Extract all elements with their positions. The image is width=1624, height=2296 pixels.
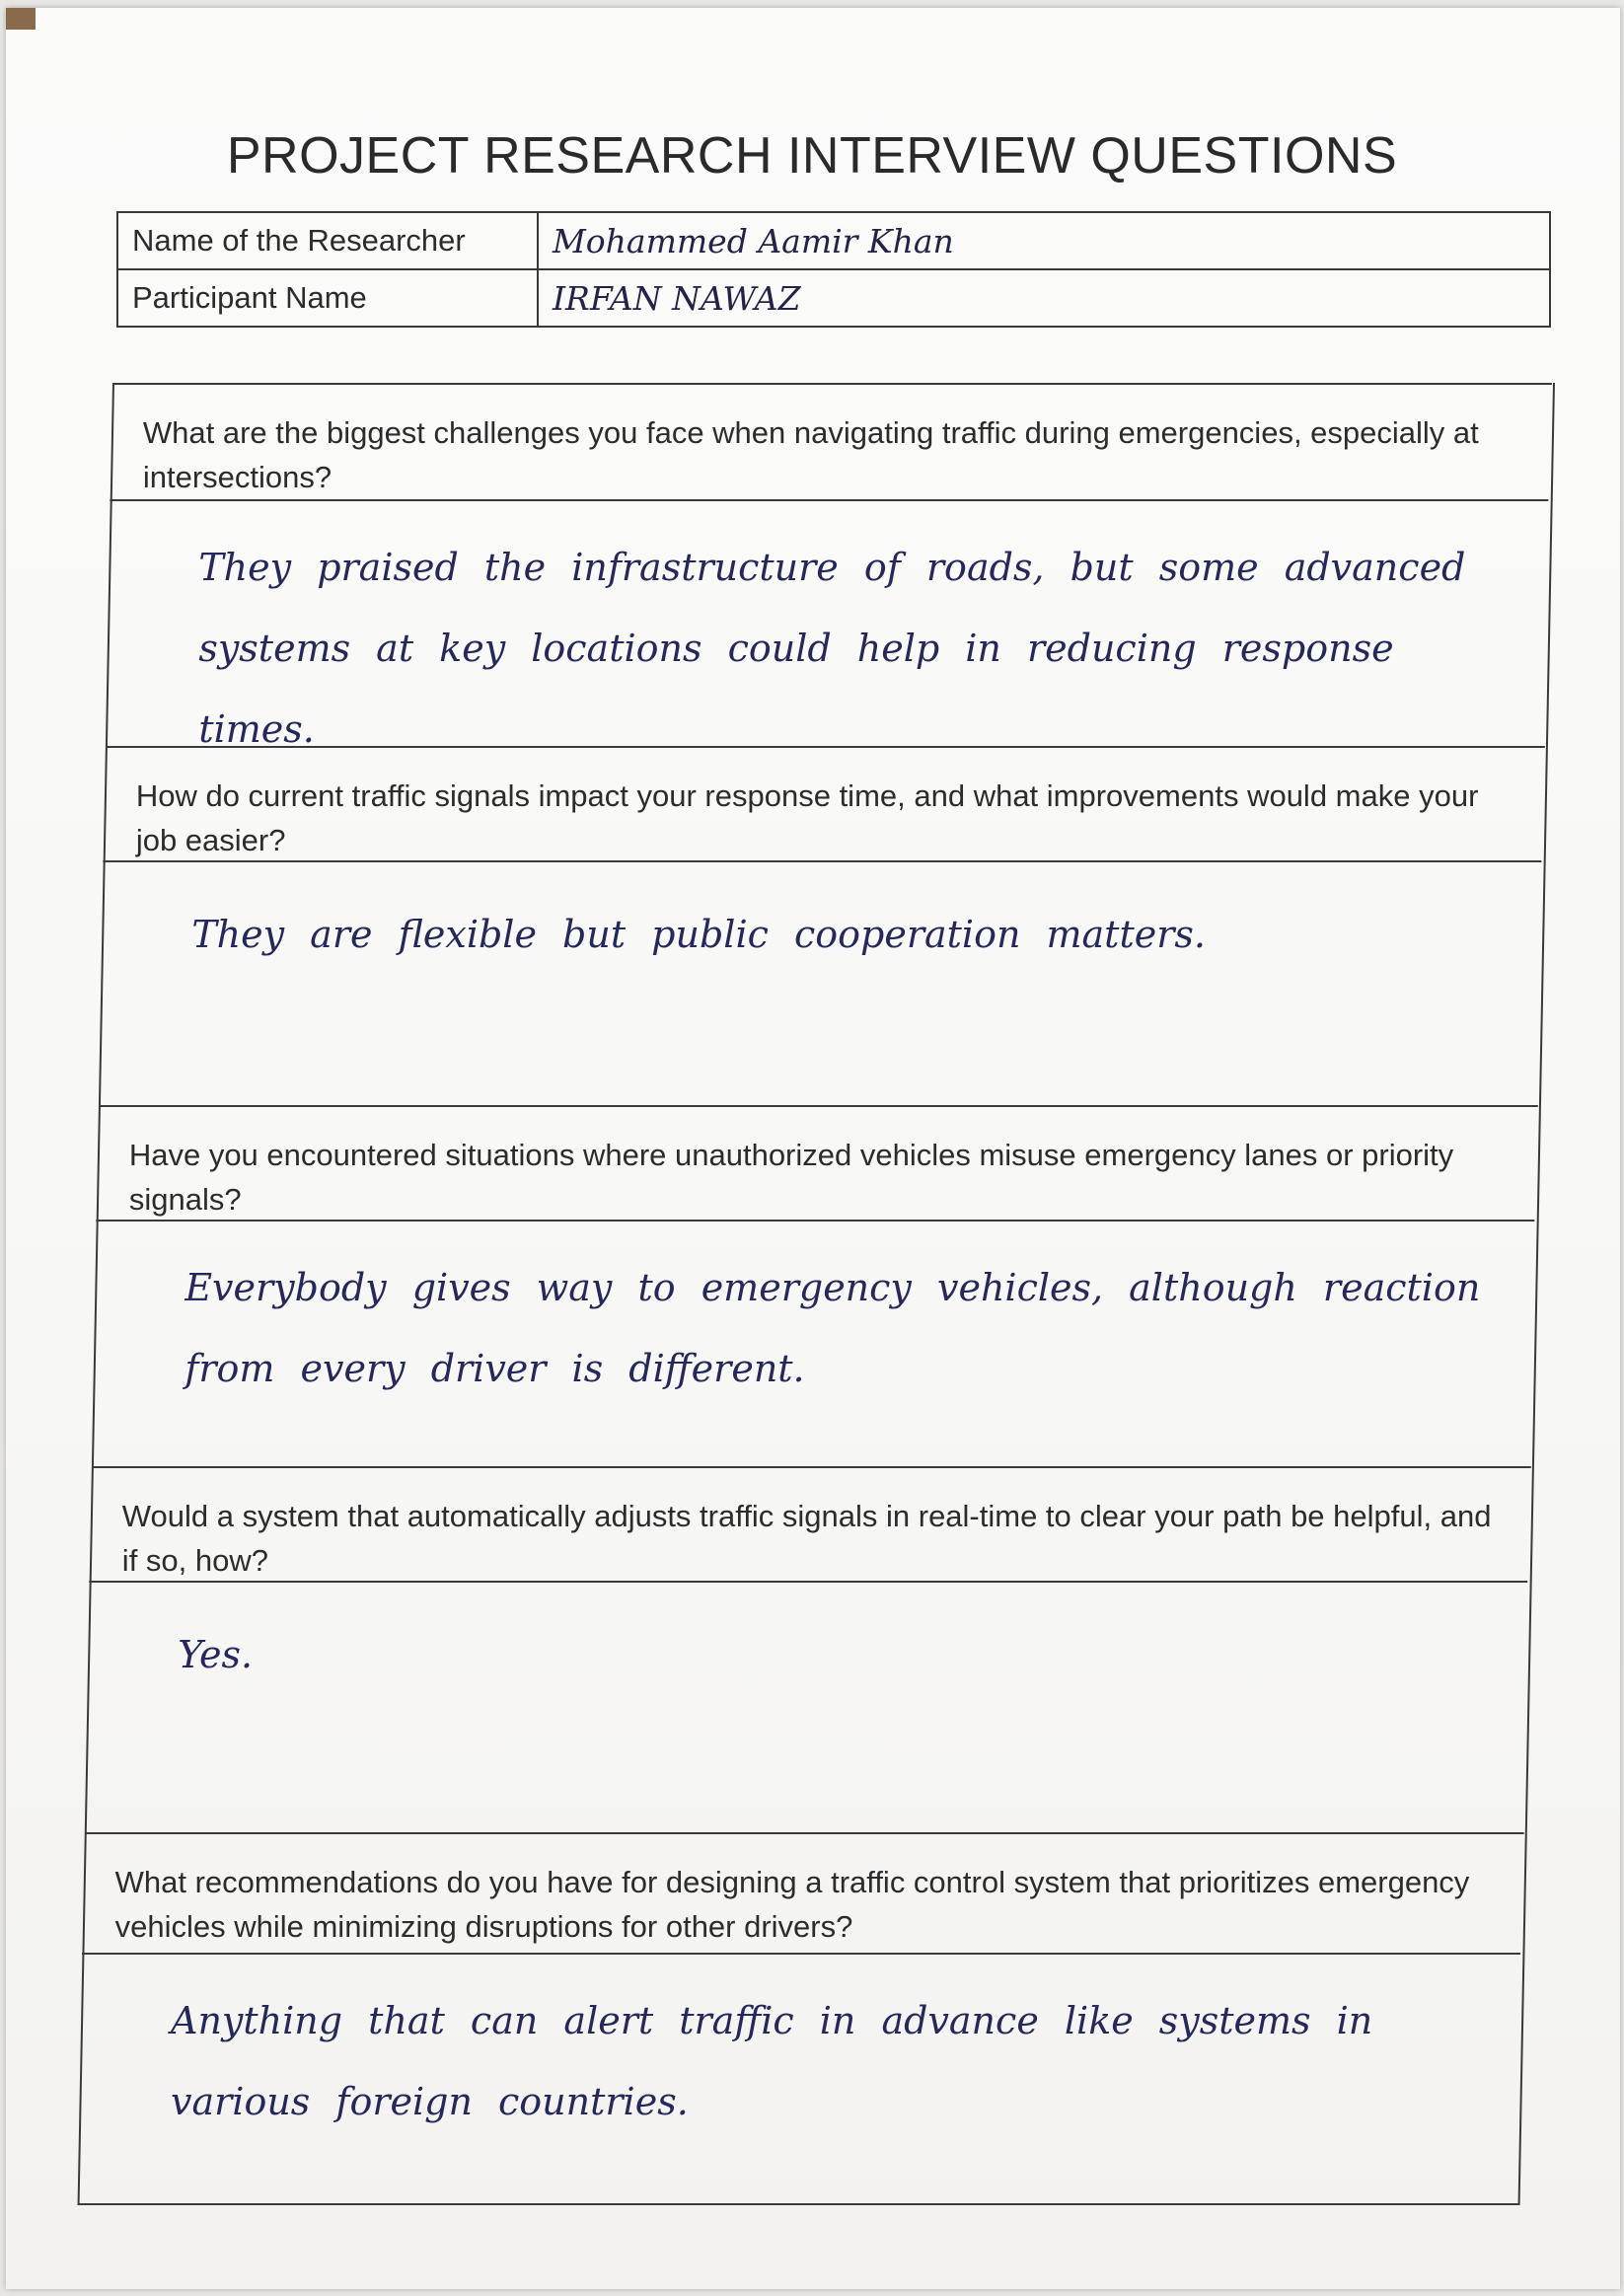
participant-label: Participant Name [117, 269, 538, 327]
participant-row [117, 269, 1550, 327]
researcher-label: Name of the Researcher [117, 212, 538, 269]
question-3: Have you encountered situations where unauthorized vehicles misuse emergency lanes or priority signals? [100, 1105, 1538, 1220]
answer-3: Everybody gives way to emergency vehicles, although reaction from every driver is different. [96, 1220, 1534, 1466]
page-title: PROJECT RESEARCH INTERVIEW QUESTIONS [226, 127, 1398, 185]
question-5: What recommendations do you have for designing a traffic control system that prioritizes emergency vehicles while minimizing disruptions for other drivers? [86, 1832, 1524, 1953]
answer-2: They are flexible but public cooperation matters. [103, 860, 1541, 1105]
questions-table [78, 383, 1555, 2205]
researcher-name: Mohammed Aamir Khan [538, 212, 1550, 269]
answer-1: They praised the infrastructure of roads, but some advanced systems at key locations could help in reducing response times. [110, 499, 1548, 746]
question-1: What are the biggest challenges you face when navigating traffic during emergencies, especially at intersections? [113, 383, 1552, 499]
researcher-row [117, 212, 1550, 269]
question-4: Would a system that automatically adjusts traffic signals in real-time to clear your path be helpful, and if so, how? [93, 1466, 1531, 1581]
answer-5: Anything that can alert traffic in advance like systems in various foreign countries. [82, 1953, 1520, 2203]
header-info-table [116, 211, 1551, 328]
answer-4: Yes. [89, 1581, 1527, 1832]
participant-name: IRFAN NAWAZ [538, 269, 1550, 327]
corner-mark [6, 8, 36, 30]
question-2: How do current traffic signals impact your response time, and what improvements would make your job easier? [107, 746, 1545, 860]
